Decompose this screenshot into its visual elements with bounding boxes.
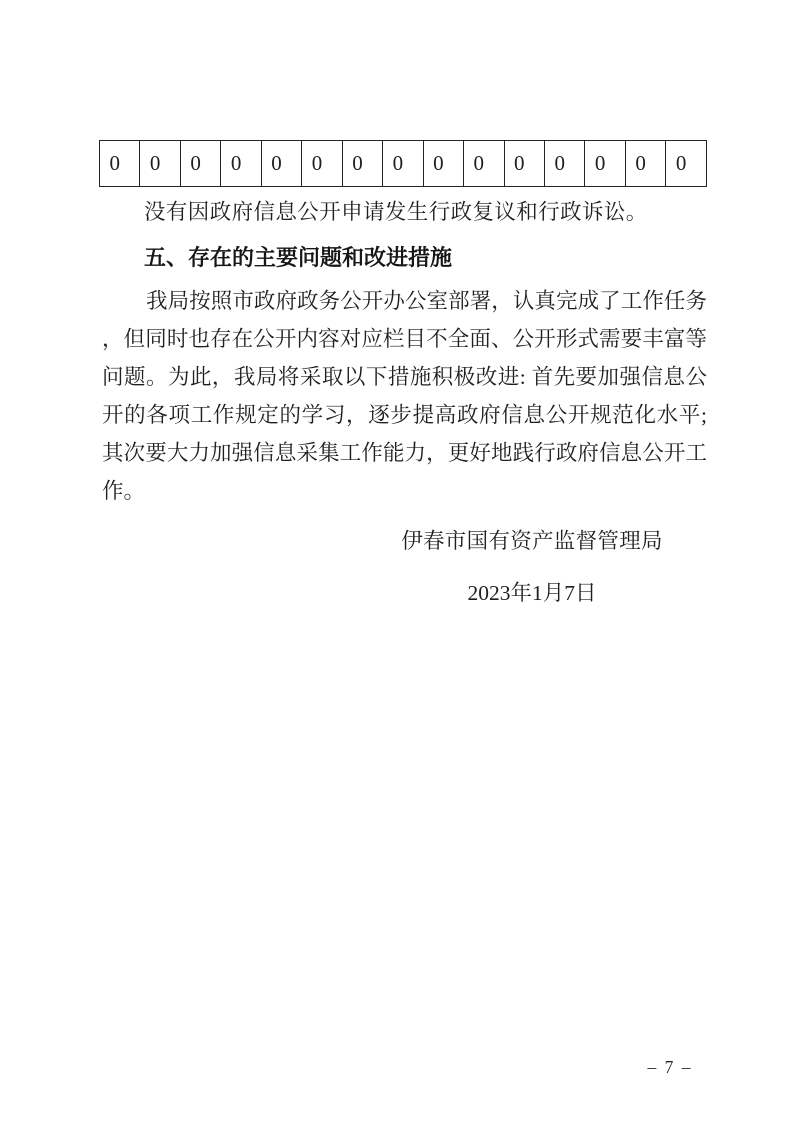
paragraph-line: 我局按照市政府政务公开办公室部署，认真完成了工作任务: [146, 289, 707, 313]
zero-cell: 0: [180, 141, 220, 187]
body-paragraph: [102, 282, 707, 510]
paragraph-line: 作。: [102, 479, 146, 503]
signature-block: [357, 526, 707, 608]
note-line: 没有因政府信息公开申请发生行政复议和行政诉讼。: [144, 200, 648, 224]
zero-cell: 0: [221, 141, 261, 187]
zero-cell: 0: [464, 141, 504, 187]
zero-cell: 0: [302, 141, 342, 187]
zero-cell: 0: [140, 141, 180, 187]
zero-cell: 0: [585, 141, 625, 187]
signature-organization: 伊春市国有资产监督管理局: [401, 529, 663, 553]
paragraph-line: ，但同时也存在公开内容对应栏目不全面、公开形式需要丰富等: [102, 327, 707, 351]
paragraph-line: 开的各项工作规定的学习，逐步提高政府信息公开规范化水平;: [102, 403, 707, 427]
paragraph-line: 问题。为此，我局将采取以下措施积极改进: 首先要加强信息公: [102, 365, 707, 389]
zeros-table-row: [100, 141, 707, 187]
zero-cell: 0: [625, 141, 665, 187]
zero-cell: 0: [261, 141, 301, 187]
zero-cell: 0: [100, 141, 140, 187]
zero-cell: 0: [504, 141, 544, 187]
zeros-table: [99, 140, 707, 187]
zero-cell: 0: [544, 141, 584, 187]
zero-cell: 0: [423, 141, 463, 187]
page-number: – 7 –: [647, 1057, 693, 1077]
zero-cell: 0: [342, 141, 382, 187]
paragraph-line: 其次要大力加强信息采集工作能力，更好地践行政府信息公开工: [102, 441, 707, 465]
signature-date: 2023年1月7日: [467, 581, 597, 605]
zero-cell: 0: [666, 141, 707, 187]
section-heading: 五、存在的主要问题和改进措施: [144, 245, 453, 270]
zero-cell: 0: [383, 141, 423, 187]
